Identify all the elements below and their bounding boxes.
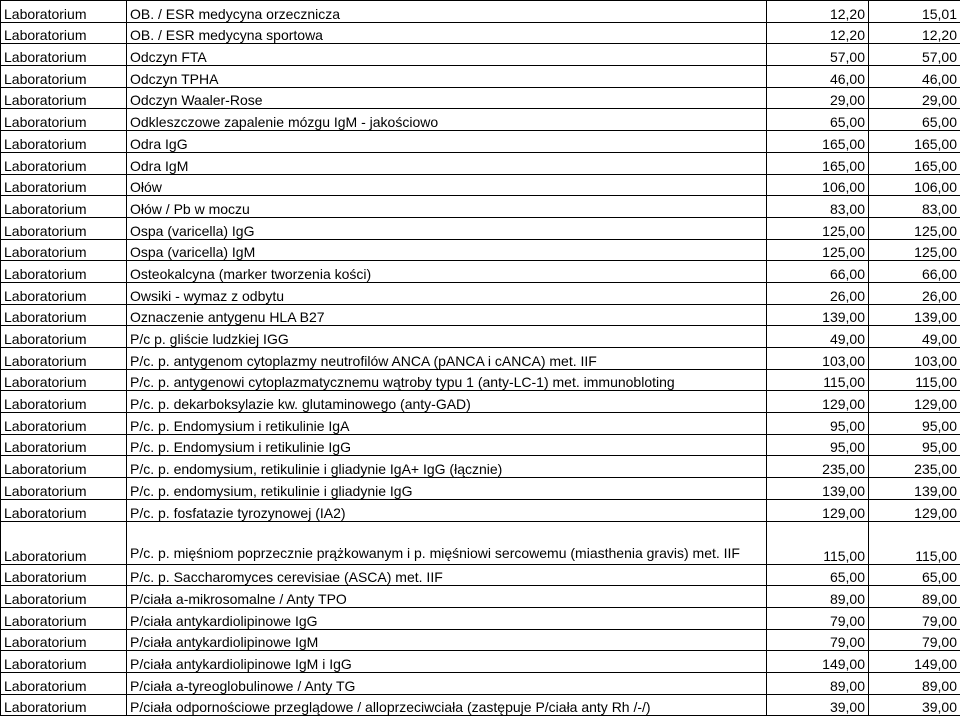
cell-category: Laboratorium	[1, 282, 127, 304]
cell-price-2: 125,00	[869, 217, 960, 239]
cell-test-name: P/c. p. mięśniom poprzecznie prążkowanym i p. mięśniowi sercowemu (miasthenia gravis) met. IIF	[127, 521, 767, 564]
cell-price-2: 65,00	[869, 564, 960, 586]
table-row	[1, 348, 960, 370]
cell-category: Laboratorium	[1, 607, 127, 629]
cell-test-name: Ołów	[127, 174, 767, 196]
cell-test-name: OB. / ESR medycyna sportowa	[127, 22, 767, 44]
cell-test-name: OB. / ESR medycyna orzecznicza	[127, 1, 767, 23]
cell-category: Laboratorium	[1, 672, 127, 694]
cell-price-1: 29,00	[767, 87, 869, 109]
cell-price-1: 115,00	[767, 521, 869, 564]
cell-category: Laboratorium	[1, 586, 127, 608]
table-row	[1, 66, 960, 88]
cell-price-2: 66,00	[869, 261, 960, 283]
cell-category: Laboratorium	[1, 87, 127, 109]
cell-price-1: 235,00	[767, 456, 869, 478]
cell-price-1: 139,00	[767, 478, 869, 500]
cell-category: Laboratorium	[1, 478, 127, 500]
table-row	[1, 326, 960, 348]
cell-test-name: Osteokalcyna (marker tworzenia kości)	[127, 261, 767, 283]
cell-price-2: 115,00	[869, 521, 960, 564]
cell-price-1: 83,00	[767, 196, 869, 218]
cell-price-2: 89,00	[869, 586, 960, 608]
cell-price-1: 26,00	[767, 282, 869, 304]
cell-price-2: 79,00	[869, 629, 960, 651]
cell-price-2: 57,00	[869, 44, 960, 66]
cell-category: Laboratorium	[1, 239, 127, 261]
cell-category: Laboratorium	[1, 44, 127, 66]
cell-price-2: 65,00	[869, 109, 960, 131]
table-row	[1, 174, 960, 196]
cell-price-1: 165,00	[767, 152, 869, 174]
cell-category: Laboratorium	[1, 413, 127, 435]
table-row	[1, 391, 960, 413]
cell-category: Laboratorium	[1, 694, 127, 716]
cell-category: Laboratorium	[1, 196, 127, 218]
cell-price-2: 106,00	[869, 174, 960, 196]
cell-price-1: 129,00	[767, 391, 869, 413]
cell-price-1: 129,00	[767, 499, 869, 521]
cell-price-2: 26,00	[869, 282, 960, 304]
table-row	[1, 629, 960, 651]
cell-test-name: P/c. p. Endomysium i retikulinie IgA	[127, 413, 767, 435]
table-row	[1, 499, 960, 521]
cell-category: Laboratorium	[1, 109, 127, 131]
cell-test-name: P/c. p. fosfatazie tyrozynowej (IA2)	[127, 499, 767, 521]
cell-test-name: P/c. p. dekarboksylazie kw. glutaminowego (anty-GAD)	[127, 391, 767, 413]
cell-price-2: 49,00	[869, 326, 960, 348]
cell-category: Laboratorium	[1, 564, 127, 586]
cell-test-name: P/c. p. endomysium, retikulinie i gliadynie IgA+ IgG (łącznie)	[127, 456, 767, 478]
cell-price-2: 15,01	[869, 1, 960, 23]
cell-price-2: 235,00	[869, 456, 960, 478]
cell-test-name: P/c. p. endomysium, retikulinie i gliadynie IgG	[127, 478, 767, 500]
cell-price-1: 125,00	[767, 239, 869, 261]
cell-price-2: 103,00	[869, 348, 960, 370]
table-row	[1, 369, 960, 391]
cell-category: Laboratorium	[1, 66, 127, 88]
table-row	[1, 282, 960, 304]
cell-category: Laboratorium	[1, 217, 127, 239]
cell-price-2: 125,00	[869, 239, 960, 261]
cell-price-1: 79,00	[767, 607, 869, 629]
table-row	[1, 261, 960, 283]
cell-price-2: 39,00	[869, 694, 960, 716]
table-row	[1, 196, 960, 218]
cell-price-2: 149,00	[869, 651, 960, 673]
cell-price-2: 115,00	[869, 369, 960, 391]
table-row	[1, 22, 960, 44]
cell-price-1: 79,00	[767, 629, 869, 651]
table-row	[1, 217, 960, 239]
cell-price-1: 12,20	[767, 22, 869, 44]
cell-category: Laboratorium	[1, 651, 127, 673]
cell-test-name: P/c. p. Saccharomyces cerevisiae (ASCA) met. IIF	[127, 564, 767, 586]
cell-test-name: P/ciała antykardiolipinowe IgG	[127, 607, 767, 629]
cell-category: Laboratorium	[1, 304, 127, 326]
table-row	[1, 478, 960, 500]
cell-price-1: 149,00	[767, 651, 869, 673]
table-row	[1, 109, 960, 131]
cell-price-1: 89,00	[767, 672, 869, 694]
table-row	[1, 651, 960, 673]
cell-test-name: Odczyn TPHA	[127, 66, 767, 88]
cell-price-2: 165,00	[869, 131, 960, 153]
cell-category: Laboratorium	[1, 174, 127, 196]
cell-price-1: 125,00	[767, 217, 869, 239]
cell-category: Laboratorium	[1, 131, 127, 153]
table-row	[1, 434, 960, 456]
cell-test-name: Oznaczenie antygenu HLA B27	[127, 304, 767, 326]
cell-test-name: Odczyn Waaler-Rose	[127, 87, 767, 109]
table-row	[1, 131, 960, 153]
table-row	[1, 456, 960, 478]
cell-price-1: 89,00	[767, 586, 869, 608]
cell-price-2: 95,00	[869, 413, 960, 435]
cell-category: Laboratorium	[1, 326, 127, 348]
cell-test-name: Odra IgG	[127, 131, 767, 153]
cell-price-1: 57,00	[767, 44, 869, 66]
cell-category: Laboratorium	[1, 261, 127, 283]
cell-test-name: P/c. p. antygenowi cytoplazmatycznemu wątroby typu 1 (anty-LC-1) met. immunobloting	[127, 369, 767, 391]
table-row	[1, 304, 960, 326]
cell-price-1: 39,00	[767, 694, 869, 716]
cell-test-name: Ospa (varicella) IgM	[127, 239, 767, 261]
cell-category: Laboratorium	[1, 434, 127, 456]
cell-price-2: 139,00	[869, 304, 960, 326]
cell-price-2: 46,00	[869, 66, 960, 88]
cell-price-2: 165,00	[869, 152, 960, 174]
cell-price-2: 29,00	[869, 87, 960, 109]
price-table-body	[1, 1, 960, 716]
cell-category: Laboratorium	[1, 369, 127, 391]
cell-test-name: Ospa (varicella) IgG	[127, 217, 767, 239]
cell-test-name: P/ciała antykardiolipinowe IgM i IgG	[127, 651, 767, 673]
cell-price-1: 95,00	[767, 434, 869, 456]
table-row	[1, 607, 960, 629]
cell-test-name: Odkleszczowe zapalenie mózgu IgM - jakościowo	[127, 109, 767, 131]
cell-price-1: 12,20	[767, 1, 869, 23]
cell-category: Laboratorium	[1, 456, 127, 478]
cell-category: Laboratorium	[1, 521, 127, 564]
cell-test-name: P/ciała antykardiolipinowe IgM	[127, 629, 767, 651]
cell-test-name: P/c. p. antygenom cytoplazmy neutrofilów ANCA (pANCA i cANCA) met. IIF	[127, 348, 767, 370]
cell-price-1: 115,00	[767, 369, 869, 391]
cell-category: Laboratorium	[1, 152, 127, 174]
cell-test-name: P/ciała a-tyreoglobulinowe / Anty TG	[127, 672, 767, 694]
cell-test-name: Ołów / Pb w moczu	[127, 196, 767, 218]
cell-price-2: 129,00	[869, 499, 960, 521]
table-row	[1, 239, 960, 261]
cell-category: Laboratorium	[1, 1, 127, 23]
cell-price-1: 165,00	[767, 131, 869, 153]
cell-price-1: 66,00	[767, 261, 869, 283]
cell-test-name: Odra IgM	[127, 152, 767, 174]
cell-price-2: 89,00	[869, 672, 960, 694]
table-row	[1, 44, 960, 66]
cell-price-2: 95,00	[869, 434, 960, 456]
cell-test-name: P/c p. gliście ludzkiej IGG	[127, 326, 767, 348]
cell-category: Laboratorium	[1, 629, 127, 651]
cell-price-1: 46,00	[767, 66, 869, 88]
cell-test-name: Odczyn FTA	[127, 44, 767, 66]
cell-category: Laboratorium	[1, 348, 127, 370]
cell-price-1: 95,00	[767, 413, 869, 435]
cell-category: Laboratorium	[1, 499, 127, 521]
cell-category: Laboratorium	[1, 22, 127, 44]
cell-price-2: 139,00	[869, 478, 960, 500]
cell-test-name: P/ciała odpornościowe przeglądowe / alloprzeciwciała (zastępuje P/ciała anty Rh /-/)	[127, 694, 767, 716]
cell-price-2: 83,00	[869, 196, 960, 218]
cell-price-2: 79,00	[869, 607, 960, 629]
table-row	[1, 413, 960, 435]
cell-price-1: 103,00	[767, 348, 869, 370]
cell-test-name: P/ciała a-mikrosomalne / Anty TPO	[127, 586, 767, 608]
cell-price-1: 49,00	[767, 326, 869, 348]
cell-price-1: 65,00	[767, 564, 869, 586]
cell-price-1: 65,00	[767, 109, 869, 131]
table-row	[1, 152, 960, 174]
table-row	[1, 564, 960, 586]
table-row	[1, 586, 960, 608]
table-row	[1, 672, 960, 694]
table-row	[1, 1, 960, 23]
cell-price-1: 106,00	[767, 174, 869, 196]
cell-price-2: 12,20	[869, 22, 960, 44]
table-row	[1, 87, 960, 109]
cell-category: Laboratorium	[1, 391, 127, 413]
cell-test-name: P/c. p. Endomysium i retikulinie IgG	[127, 434, 767, 456]
cell-test-name: Owsiki - wymaz z odbytu	[127, 282, 767, 304]
cell-price-1: 139,00	[767, 304, 869, 326]
cell-price-2: 129,00	[869, 391, 960, 413]
table-row	[1, 521, 960, 564]
